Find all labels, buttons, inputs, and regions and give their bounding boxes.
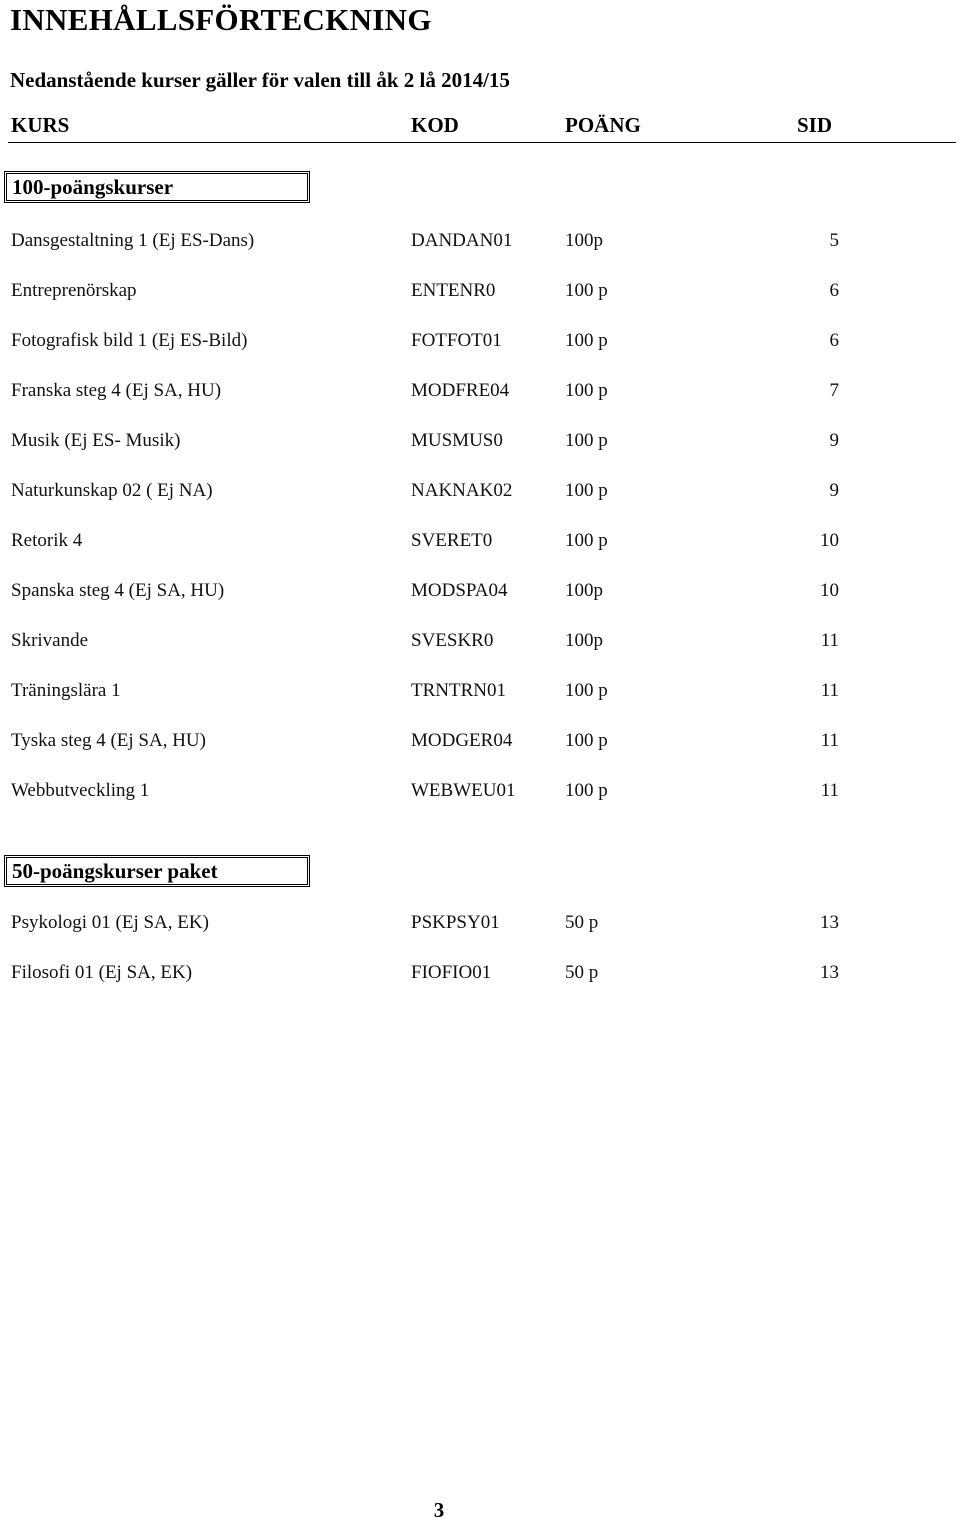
- course-name: Skrivande: [11, 630, 89, 651]
- course-name: Entreprenörskap: [11, 280, 137, 301]
- course-points: 100p: [565, 580, 603, 601]
- course-points: 100 p: [565, 730, 608, 751]
- course-page: 9: [829, 430, 839, 451]
- page-subtitle: Nedanstående kurser gäller för valen till åk 2 lå 2014/15: [10, 68, 510, 92]
- course-name: Spanska steg 4 (Ej SA, HU): [11, 580, 225, 601]
- section-heading: 100-poängskurser: [12, 175, 174, 199]
- column-header-kod: KOD: [411, 113, 459, 137]
- course-row: [0, 280, 960, 310]
- course-name: Fotografisk bild 1 (Ej ES-Bild): [11, 330, 248, 351]
- course-code: MODSPA04: [411, 580, 508, 601]
- course-row: [0, 230, 960, 260]
- course-points: 100 p: [565, 530, 608, 551]
- course-name: Psykologi 01 (Ej SA, EK): [11, 912, 209, 933]
- course-row: [0, 780, 960, 810]
- course-page: 6: [829, 330, 839, 351]
- course-code: FOTFOT01: [411, 330, 502, 351]
- course-points: 50 p: [565, 962, 599, 983]
- course-code: MODGER04: [411, 730, 513, 751]
- course-row: [0, 430, 960, 460]
- course-points: 100 p: [565, 280, 608, 301]
- course-row: [0, 530, 960, 560]
- course-row: [0, 680, 960, 710]
- course-name: Musik (Ej ES- Musik): [11, 430, 181, 451]
- course-row: [0, 962, 960, 992]
- course-page: 10: [820, 580, 839, 601]
- section-heading: 50-poängskurser paket: [12, 859, 218, 883]
- course-page: 13: [820, 912, 839, 933]
- course-page: 6: [829, 280, 839, 301]
- page-number: 3: [433, 1498, 445, 1522]
- column-header-sid: SID: [797, 113, 833, 137]
- course-code: WEBWEU01: [411, 780, 516, 801]
- course-row: [0, 330, 960, 360]
- course-row: [0, 480, 960, 510]
- course-points: 50 p: [565, 912, 599, 933]
- course-code: PSKPSY01: [411, 912, 500, 933]
- course-row: [0, 730, 960, 760]
- course-page: 11: [820, 680, 839, 701]
- column-header-kurs: KURS: [11, 113, 70, 137]
- course-row: [0, 380, 960, 410]
- course-points: 100 p: [565, 430, 608, 451]
- course-row: [0, 912, 960, 942]
- course-page: 11: [820, 630, 839, 651]
- course-page: 5: [829, 230, 839, 251]
- course-code: FIOFIO01: [411, 962, 492, 983]
- course-name: Franska steg 4 (Ej SA, HU): [11, 380, 222, 401]
- course-code: SVESKR0: [411, 630, 494, 651]
- course-row: [0, 630, 960, 660]
- course-page: 13: [820, 962, 839, 983]
- course-code: SVERET0: [411, 530, 493, 551]
- course-points: 100p: [565, 630, 603, 651]
- column-header-poang: POÄNG: [565, 113, 641, 137]
- course-points: 100 p: [565, 480, 608, 501]
- course-points: 100 p: [565, 380, 608, 401]
- course-name: Retorik 4: [11, 530, 83, 551]
- course-code: NAKNAK02: [411, 480, 513, 501]
- course-code: TRNTRN01: [411, 680, 506, 701]
- course-code: MODFRE04: [411, 380, 510, 401]
- course-code: DANDAN01: [411, 230, 513, 251]
- section-heading-box: [4, 171, 310, 203]
- course-row: [0, 580, 960, 610]
- course-points: 100 p: [565, 330, 608, 351]
- course-page: 7: [829, 380, 839, 401]
- course-name: Tyska steg 4 (Ej SA, HU): [11, 730, 206, 751]
- course-page: 11: [820, 780, 839, 801]
- page-title: INNEHÅLLSFÖRTECKNING: [10, 2, 432, 37]
- course-name: Träningslära 1: [11, 680, 121, 701]
- course-points: 100 p: [565, 680, 608, 701]
- course-name: Dansgestaltning 1 (Ej ES-Dans): [11, 230, 255, 251]
- course-page: 9: [829, 480, 839, 501]
- course-points: 100 p: [565, 780, 608, 801]
- section-heading-box: [4, 855, 310, 887]
- course-code: MUSMUS0: [411, 430, 503, 451]
- course-name: Naturkunskap 02 ( Ej NA): [11, 480, 213, 501]
- course-code: ENTENR0: [411, 280, 496, 301]
- course-name: Filosofi 01 (Ej SA, EK): [11, 962, 193, 983]
- header-divider: [8, 142, 956, 143]
- course-page: 11: [820, 730, 839, 751]
- course-points: 100p: [565, 230, 603, 251]
- course-name: Webbutveckling 1: [11, 780, 150, 801]
- course-page: 10: [820, 530, 839, 551]
